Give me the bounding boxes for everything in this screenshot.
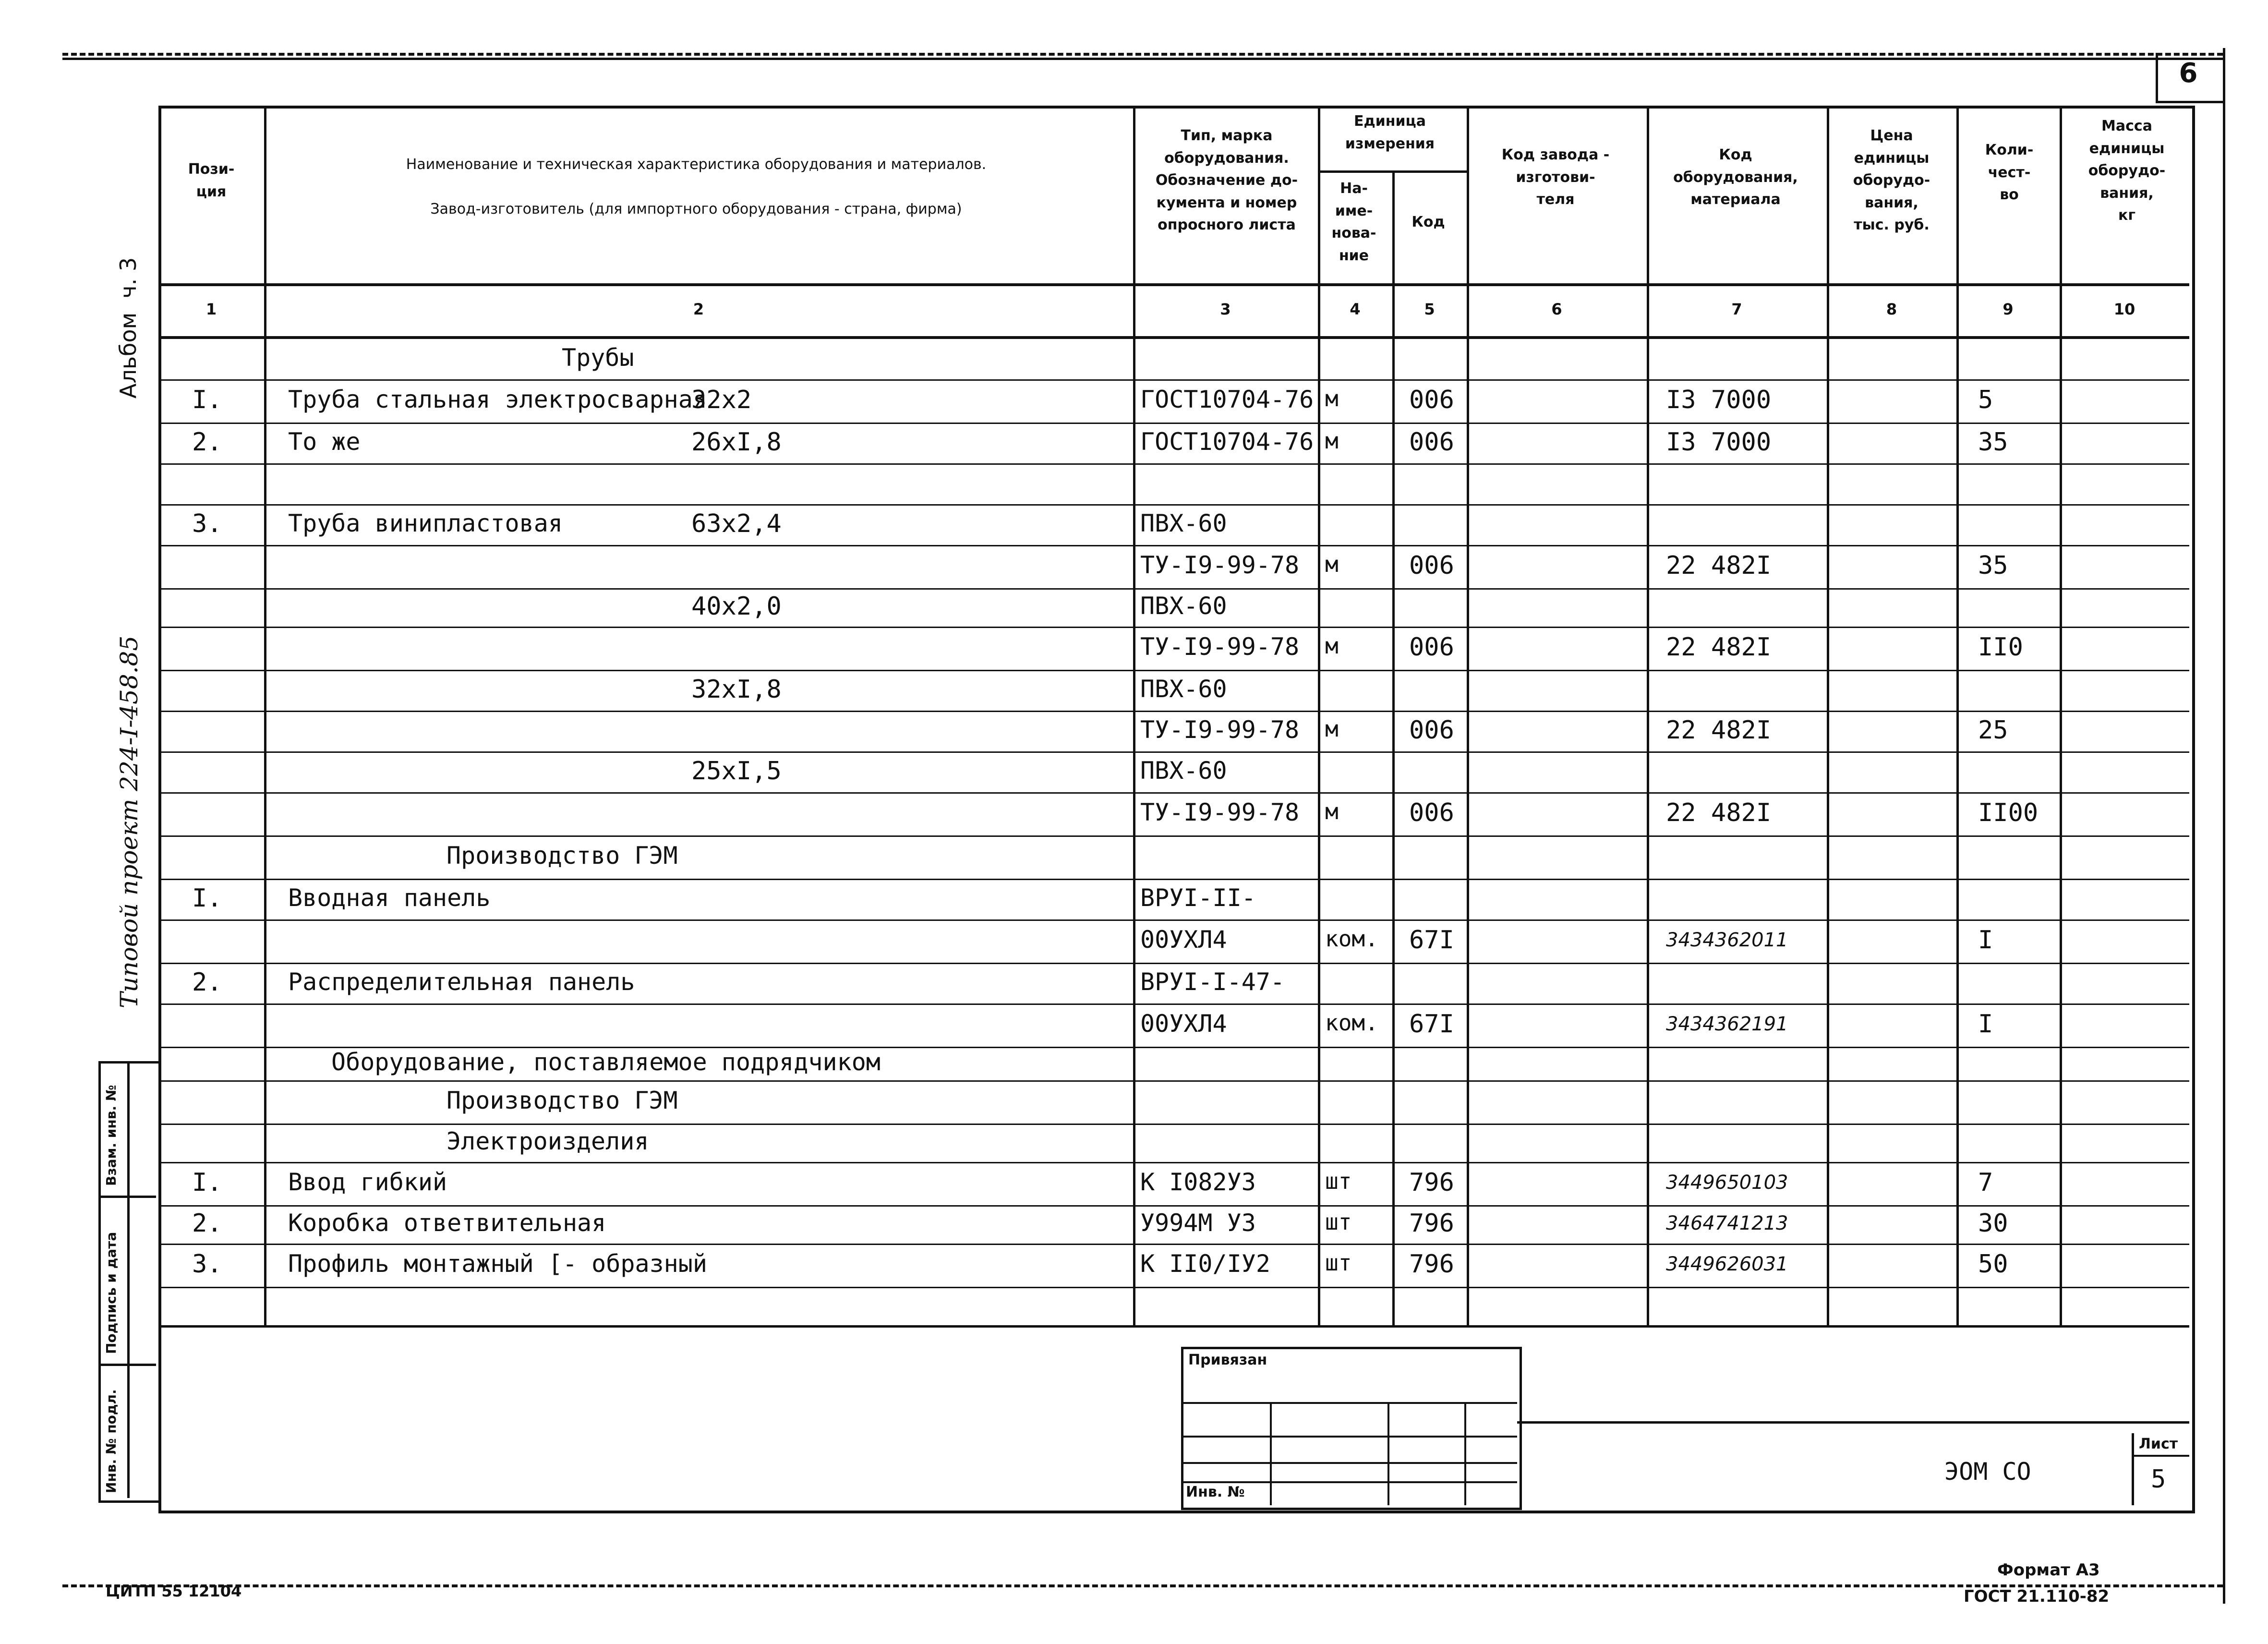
sheet-label: Лист	[2139, 1436, 2178, 1452]
column-number: 3	[1220, 300, 1231, 318]
row-unit: шт	[1325, 1250, 1352, 1276]
row-unit: м	[1325, 633, 1339, 659]
header-qty: Коли- чест- во	[1985, 142, 2034, 203]
column-number: 2	[693, 300, 704, 318]
row-type: ГОСТ10704-76	[1140, 427, 1314, 456]
column-line	[1392, 170, 1395, 1325]
row-quantity: 30	[1978, 1209, 2008, 1238]
row-type: ГОСТ10704-76	[1140, 386, 1314, 413]
table-row	[158, 627, 2189, 628]
row-equipment-code: 22 482I	[1666, 551, 1772, 580]
footer-format: Формат А3	[1997, 1560, 2100, 1580]
row-unit-code: 006	[1409, 798, 1454, 827]
row-type: ПВХ-60	[1140, 509, 1227, 537]
column-number: 6	[1551, 300, 1562, 318]
row-type: 00УХЛ4	[1140, 926, 1227, 954]
bound-stamp-line	[1181, 1402, 1517, 1404]
row-name: Ввод гибкий	[288, 1168, 447, 1196]
column-number: 8	[1886, 300, 1897, 318]
title-block-top	[1517, 1421, 2189, 1424]
row-quantity: 25	[1978, 715, 2008, 745]
column-number: 10	[2113, 300, 2135, 318]
row-unit-code: 006	[1409, 551, 1454, 580]
row-size: 40x2,0	[691, 592, 782, 621]
row-type: ПВХ-60	[1140, 756, 1227, 785]
row-equipment-code: I3 7000	[1666, 386, 1772, 414]
row-type: ПВХ-60	[1140, 592, 1227, 620]
row-name: Коробка ответвительная	[288, 1209, 606, 1237]
row-equipment-code: 22 482I	[1666, 798, 1772, 827]
row-unit: м	[1325, 715, 1339, 742]
row-type: ТУ-I9-99-78	[1140, 798, 1300, 826]
bound-stamp-line	[1181, 1462, 1517, 1464]
row-quantity: 50	[1978, 1250, 2008, 1279]
header-equip-code: Код оборудования, материала	[1673, 146, 1798, 208]
row-type: ТУ-I9-99-78	[1140, 715, 1300, 744]
row-equipment-code: I3 7000	[1666, 427, 1772, 457]
row-size: 26xI,8	[691, 427, 782, 457]
row-size: 63x2,4	[691, 509, 782, 538]
row-equipment-code: 3434362011	[1666, 929, 1788, 951]
row-type: ВРУI-I-47-	[1140, 967, 1285, 996]
column-line	[264, 106, 266, 1325]
page-number: 6	[2179, 58, 2198, 89]
bound-stamp-line	[1181, 1481, 1517, 1483]
row-unit-code: 796	[1409, 1250, 1454, 1279]
header-name: Наименование и техническая характеристика оборудования и материалов. Завод-изготовитель (для импортного оборудования - страна, фирма)	[406, 156, 987, 218]
bound-stamp-line	[1181, 1436, 1517, 1438]
row-name: Труба винипластовая	[288, 509, 563, 537]
column-number: 9	[2003, 300, 2014, 318]
row-unit: ком.	[1325, 926, 1378, 952]
frame-bottom-dash	[62, 1584, 2223, 1587]
project-label: Типовой проект 224-I-458.85	[115, 635, 143, 1008]
section-heading: Оборудование, поставляемое подрядчиком	[331, 1048, 881, 1076]
footer-gost: ГОСТ 21.110-82	[1964, 1587, 2110, 1606]
table-row	[158, 588, 2189, 590]
frame-top-line	[62, 58, 2223, 60]
section-heading: Трубы	[562, 344, 634, 372]
bound-stamp-vline	[1464, 1402, 1466, 1505]
row-unit-code: 67I	[1409, 1010, 1454, 1039]
row-name: Профиль монтажный [- образный	[288, 1250, 707, 1278]
table-row	[158, 963, 2189, 964]
column-line	[1467, 106, 1469, 1325]
row-unit: м	[1325, 427, 1339, 454]
column-line	[1133, 106, 1135, 1325]
row-quantity: II00	[1978, 798, 2039, 827]
row-unit: м	[1325, 551, 1339, 577]
row-position: 3.	[192, 509, 222, 538]
table-row	[158, 1205, 2189, 1207]
row-type: У994М УЗ	[1140, 1209, 1256, 1237]
side-stamp-label: Инв. № подл.	[103, 1389, 119, 1493]
row-equipment-code: 3434362191	[1666, 1013, 1788, 1035]
row-unit: ком.	[1325, 1010, 1378, 1036]
table-row	[158, 1124, 2189, 1125]
row-equipment-code: 3464741213	[1666, 1212, 1788, 1234]
row-unit-code: 67I	[1409, 926, 1454, 955]
row-type: ТУ-I9-99-78	[1140, 633, 1300, 661]
column-number: 5	[1424, 300, 1435, 318]
column-line	[1827, 106, 1829, 1325]
table-row	[158, 751, 2189, 753]
bound-stamp-vline	[1387, 1402, 1389, 1505]
row-quantity: 7	[1978, 1168, 1993, 1197]
inv-label: Инв. №	[1186, 1484, 1245, 1500]
footer-left: ЦИТП 55 12104	[106, 1582, 242, 1600]
column-line	[1956, 106, 1959, 1325]
row-size: 32x2	[691, 386, 752, 414]
row-type: 00УХЛ4	[1140, 1010, 1227, 1038]
header-unit-code: Код	[1411, 214, 1445, 230]
table-row	[158, 504, 2189, 506]
frame-top-dash	[62, 53, 2223, 56]
table-row	[158, 1003, 2189, 1005]
section-heading: Электроизделия	[446, 1127, 649, 1155]
row-position: 3.	[192, 1250, 222, 1279]
table-row	[158, 463, 2189, 465]
header-price: Цена единицы оборудо- вания, тыс. руб.	[1853, 127, 1930, 233]
table-row	[158, 1244, 2189, 1245]
row-quantity: I	[1978, 926, 1993, 955]
row-unit-code: 006	[1409, 633, 1454, 662]
row-quantity: I	[1978, 1010, 1993, 1039]
sheet-box-line	[2132, 1455, 2189, 1457]
table-body-bottom	[158, 1325, 2189, 1328]
table-row	[158, 1287, 2189, 1288]
row-equipment-code: 22 482I	[1666, 633, 1772, 662]
table-row	[158, 792, 2189, 794]
side-stamp-label: Подпись и дата	[103, 1232, 119, 1354]
column-number: 7	[1731, 300, 1742, 318]
bound-label: Привязан	[1188, 1352, 1267, 1368]
header-unit-name: На- име- нова- ние	[1331, 180, 1376, 264]
row-type: К II0/IУ2	[1140, 1250, 1270, 1278]
side-stamp-label: Взам. инв. №	[103, 1085, 119, 1186]
header-position: Пози- ция	[188, 161, 235, 200]
table-row	[158, 711, 2189, 712]
row-type: ПВХ-60	[1140, 675, 1227, 703]
row-unit: м	[1325, 798, 1339, 824]
header-mass: Масса единицы оборудо- вания, кг	[2088, 118, 2166, 224]
section-heading: Производство ГЭМ	[446, 1087, 678, 1114]
album-label: Альбом ч. 3	[115, 257, 141, 399]
row-type: ТУ-I9-99-78	[1140, 551, 1300, 579]
row-name: То же	[288, 427, 361, 456]
side-stamp-div	[127, 1061, 130, 1498]
row-size: 32xI,8	[691, 675, 782, 704]
header-maker-code: Код завода - изготови- теля	[1501, 146, 1610, 208]
header-type: Тип, марка оборудования. Обозначение до- кумента и номер опросного листа	[1155, 127, 1298, 233]
column-line	[1647, 106, 1649, 1325]
table-row	[158, 670, 2189, 671]
row-unit-code: 796	[1409, 1209, 1454, 1238]
row-unit: шт	[1325, 1209, 1352, 1235]
section-heading: Производство ГЭМ	[446, 842, 678, 870]
row-position: I.	[192, 1168, 222, 1197]
table-row	[158, 545, 2189, 546]
colnum-bottom-line	[158, 336, 2189, 339]
column-number: 1	[205, 300, 217, 318]
column-line	[1318, 106, 1320, 1325]
sheet-number: 5	[2151, 1465, 2166, 1494]
row-name: Распределительная панель	[288, 967, 635, 996]
row-quantity: 35	[1978, 551, 2008, 580]
table-row	[158, 379, 2189, 381]
row-quantity: II0	[1978, 633, 2023, 662]
table-row	[158, 423, 2189, 424]
row-unit-code: 006	[1409, 386, 1454, 414]
row-position: 2.	[192, 427, 222, 457]
row-unit-code: 006	[1409, 715, 1454, 745]
row-position: 2.	[192, 967, 222, 997]
frame-right-line	[2223, 48, 2225, 1604]
column-line	[2060, 106, 2062, 1325]
column-number: 4	[1350, 300, 1361, 318]
row-type: К I082УЗ	[1140, 1168, 1256, 1196]
row-unit: шт	[1325, 1168, 1352, 1194]
header-unit: Единица измерения	[1345, 113, 1435, 152]
row-type: ВРУI-II-	[1140, 883, 1256, 912]
table-row	[158, 835, 2189, 837]
table-row	[158, 919, 2189, 921]
table-row	[158, 879, 2189, 880]
bound-stamp-vline	[1270, 1402, 1272, 1505]
row-position: 2.	[192, 1209, 222, 1238]
unit-header-split	[1318, 170, 1467, 173]
row-unit-code: 006	[1409, 427, 1454, 457]
side-stamp-div	[98, 1196, 156, 1198]
row-quantity: 5	[1978, 386, 1993, 414]
row-position: I.	[192, 386, 222, 414]
row-quantity: 35	[1978, 427, 2008, 457]
row-name: Труба стальная электросварная	[288, 386, 707, 413]
row-unit: м	[1325, 386, 1339, 411]
row-equipment-code: 22 482I	[1666, 715, 1772, 745]
row-name: Вводная панель	[288, 883, 491, 912]
row-position: I.	[192, 883, 222, 913]
table-row	[158, 1080, 2189, 1082]
doc-code: ЭОМ СО	[1944, 1458, 2031, 1486]
header-bottom-line	[158, 283, 2189, 286]
row-equipment-code: 3449650103	[1666, 1172, 1788, 1194]
side-stamp-div	[98, 1364, 156, 1366]
table-row	[158, 1162, 2189, 1163]
row-size: 25xI,5	[691, 756, 782, 786]
row-equipment-code: 3449626031	[1666, 1253, 1788, 1275]
row-unit-code: 796	[1409, 1168, 1454, 1197]
